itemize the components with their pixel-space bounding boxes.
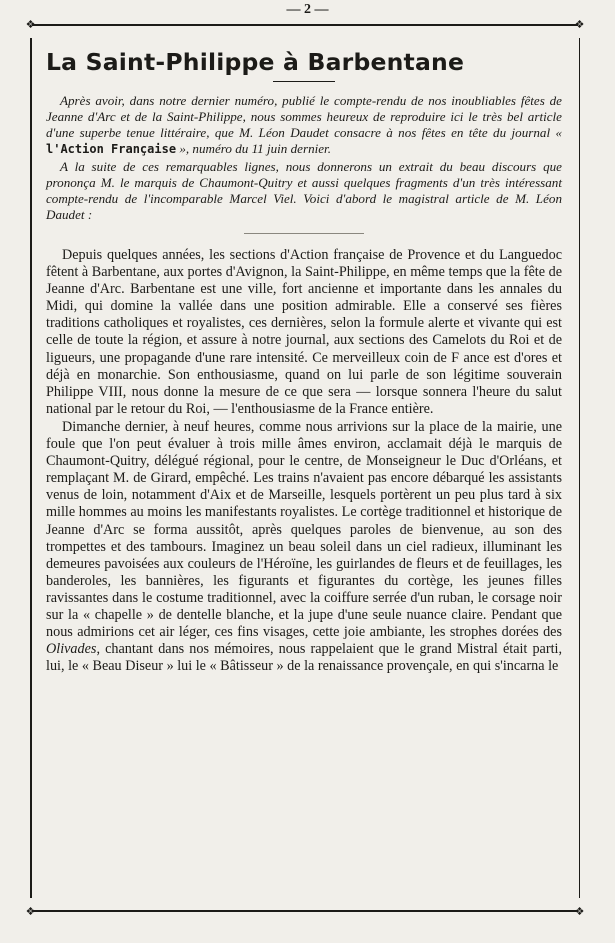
article-text: Dimanche dernier, à neuf heures, comme nous arrivions sur la place de la mairie, une foule que l'on peut évaluer à trois mille âmes environ, acclamait déjà le marquis de Chaumont-Quitry, délégué régional, pour le centre, de Monseigneur le Duc d'Orléans, et remplaçant M. de Girard, empêché. Les trains n'avaient pas encore débarqué les assistants venus de loin, notamment d'Aix et de Marseille, lesquels portèrent un peu plus tard à six mille hommes au moins les manifestants royalistes. Le cortège traditionnel et historique de Jeanne d'Arc se forma aussitôt, après quelques paroles de bienvenue, au son des trompettes et des tambours. Imaginez un beau soleil dans un ciel radieux, illuminant les demeures pavoisées aux couleurs de l'Héroïne, les guirlandes de fleurs et de feuillages, les banderoles, les bannières, les figurants et figurantes du cortège, les jeunes filles ravissantes dans le costume traditionnel, avec la coiffure serrée d'un ruban, le corsage noir sur la « chapelle » de dentelle blanche, et la jupe d'une seule nuance claire. Pendant que nous admirions cet air léger, ces fins visages, cette joie ambiante, les strophes dorées des [46, 418, 562, 641]
intro-text: », numéro du 11 juin dernier. [176, 141, 331, 156]
title-divider [273, 81, 335, 82]
article-paragraph: Depuis quelques années, les sections d'Action française de Provence et du Languedoc fêtent à Barbentane, aux portes d'Avignon, la Saint-Philippe, en même temps que la fête de Jeanne d'Arc. Barbentane est une ville, fort ancienne et importante dans les annales du Midi, qui domine la vallée dans une position admirable. Elle a conservé ses fières traditions catholiques et royalistes, ces dernières, selon la formule alerte et vivante qui est celle de toute la région, et assure à notre journal, aux sections des Camelots du Roi et de ligueurs, une propagande d'une rare intensité. Ce merveilleux coin de F ance est d'ores et déjà en monarchie. Son enthousiasme, quand on lui parle de son légitime souverain Philippe VIII, nous donne la mesure de ce que sera — lorsque sonnera l'heure du salut national par le retour du Roi, — l'enthousiasme de la France entière. [46, 247, 562, 417]
page-content [46, 48, 562, 675]
ornament-icon: ❖ [25, 905, 36, 918]
article-title: La Saint-Philippe à Barbentane [46, 48, 465, 76]
ornament-icon: ❖ [574, 905, 585, 918]
newspaper-name: l'Action Française [46, 142, 177, 156]
right-rule [579, 38, 581, 898]
ornament-icon: ❖ [25, 18, 36, 31]
article-paragraph [46, 419, 562, 675]
article-text: , chantant dans nos mémoires, nous rappelaient que le grand Mistral était parti, lui, le « Beau Diseur » lui le « Bâtisseur » de la renaissance provençale, en qui s'incarna le [46, 641, 562, 675]
intro-text: Après avoir, dans notre dernier numéro, publié le compte-rendu de nos inoubliables fêtes de Jeanne d'Arc et de la Saint-Philippe, nous sommes heureux de reproduire ici le très bel article d'une superbe tenue littéraire, que M. Léon Daudet consacre à nos fêtes en tête du journal « [46, 93, 562, 140]
poem-title: Olivades [46, 641, 97, 658]
page-frame [25, 18, 585, 918]
editorial-intro [46, 93, 562, 223]
bottom-rule [32, 910, 578, 912]
left-rule [30, 38, 32, 898]
section-divider [244, 233, 364, 234]
intro-paragraph [46, 93, 562, 157]
top-rule [32, 24, 578, 26]
intro-paragraph: A la suite de ces remarquables lignes, nous donnerons un extrait du beau discours que prononça M. le marquis de Chaumont-Quitry et aussi quelques fragments d'un très intéressant compte-rendu de l'incomparable Marcel Viel. Voici d'abord le magistral article de M. Léon Daudet : [46, 159, 562, 222]
ornament-icon: ❖ [574, 18, 585, 31]
article-body [46, 247, 562, 675]
page-number: — 2 — [286, 2, 329, 17]
